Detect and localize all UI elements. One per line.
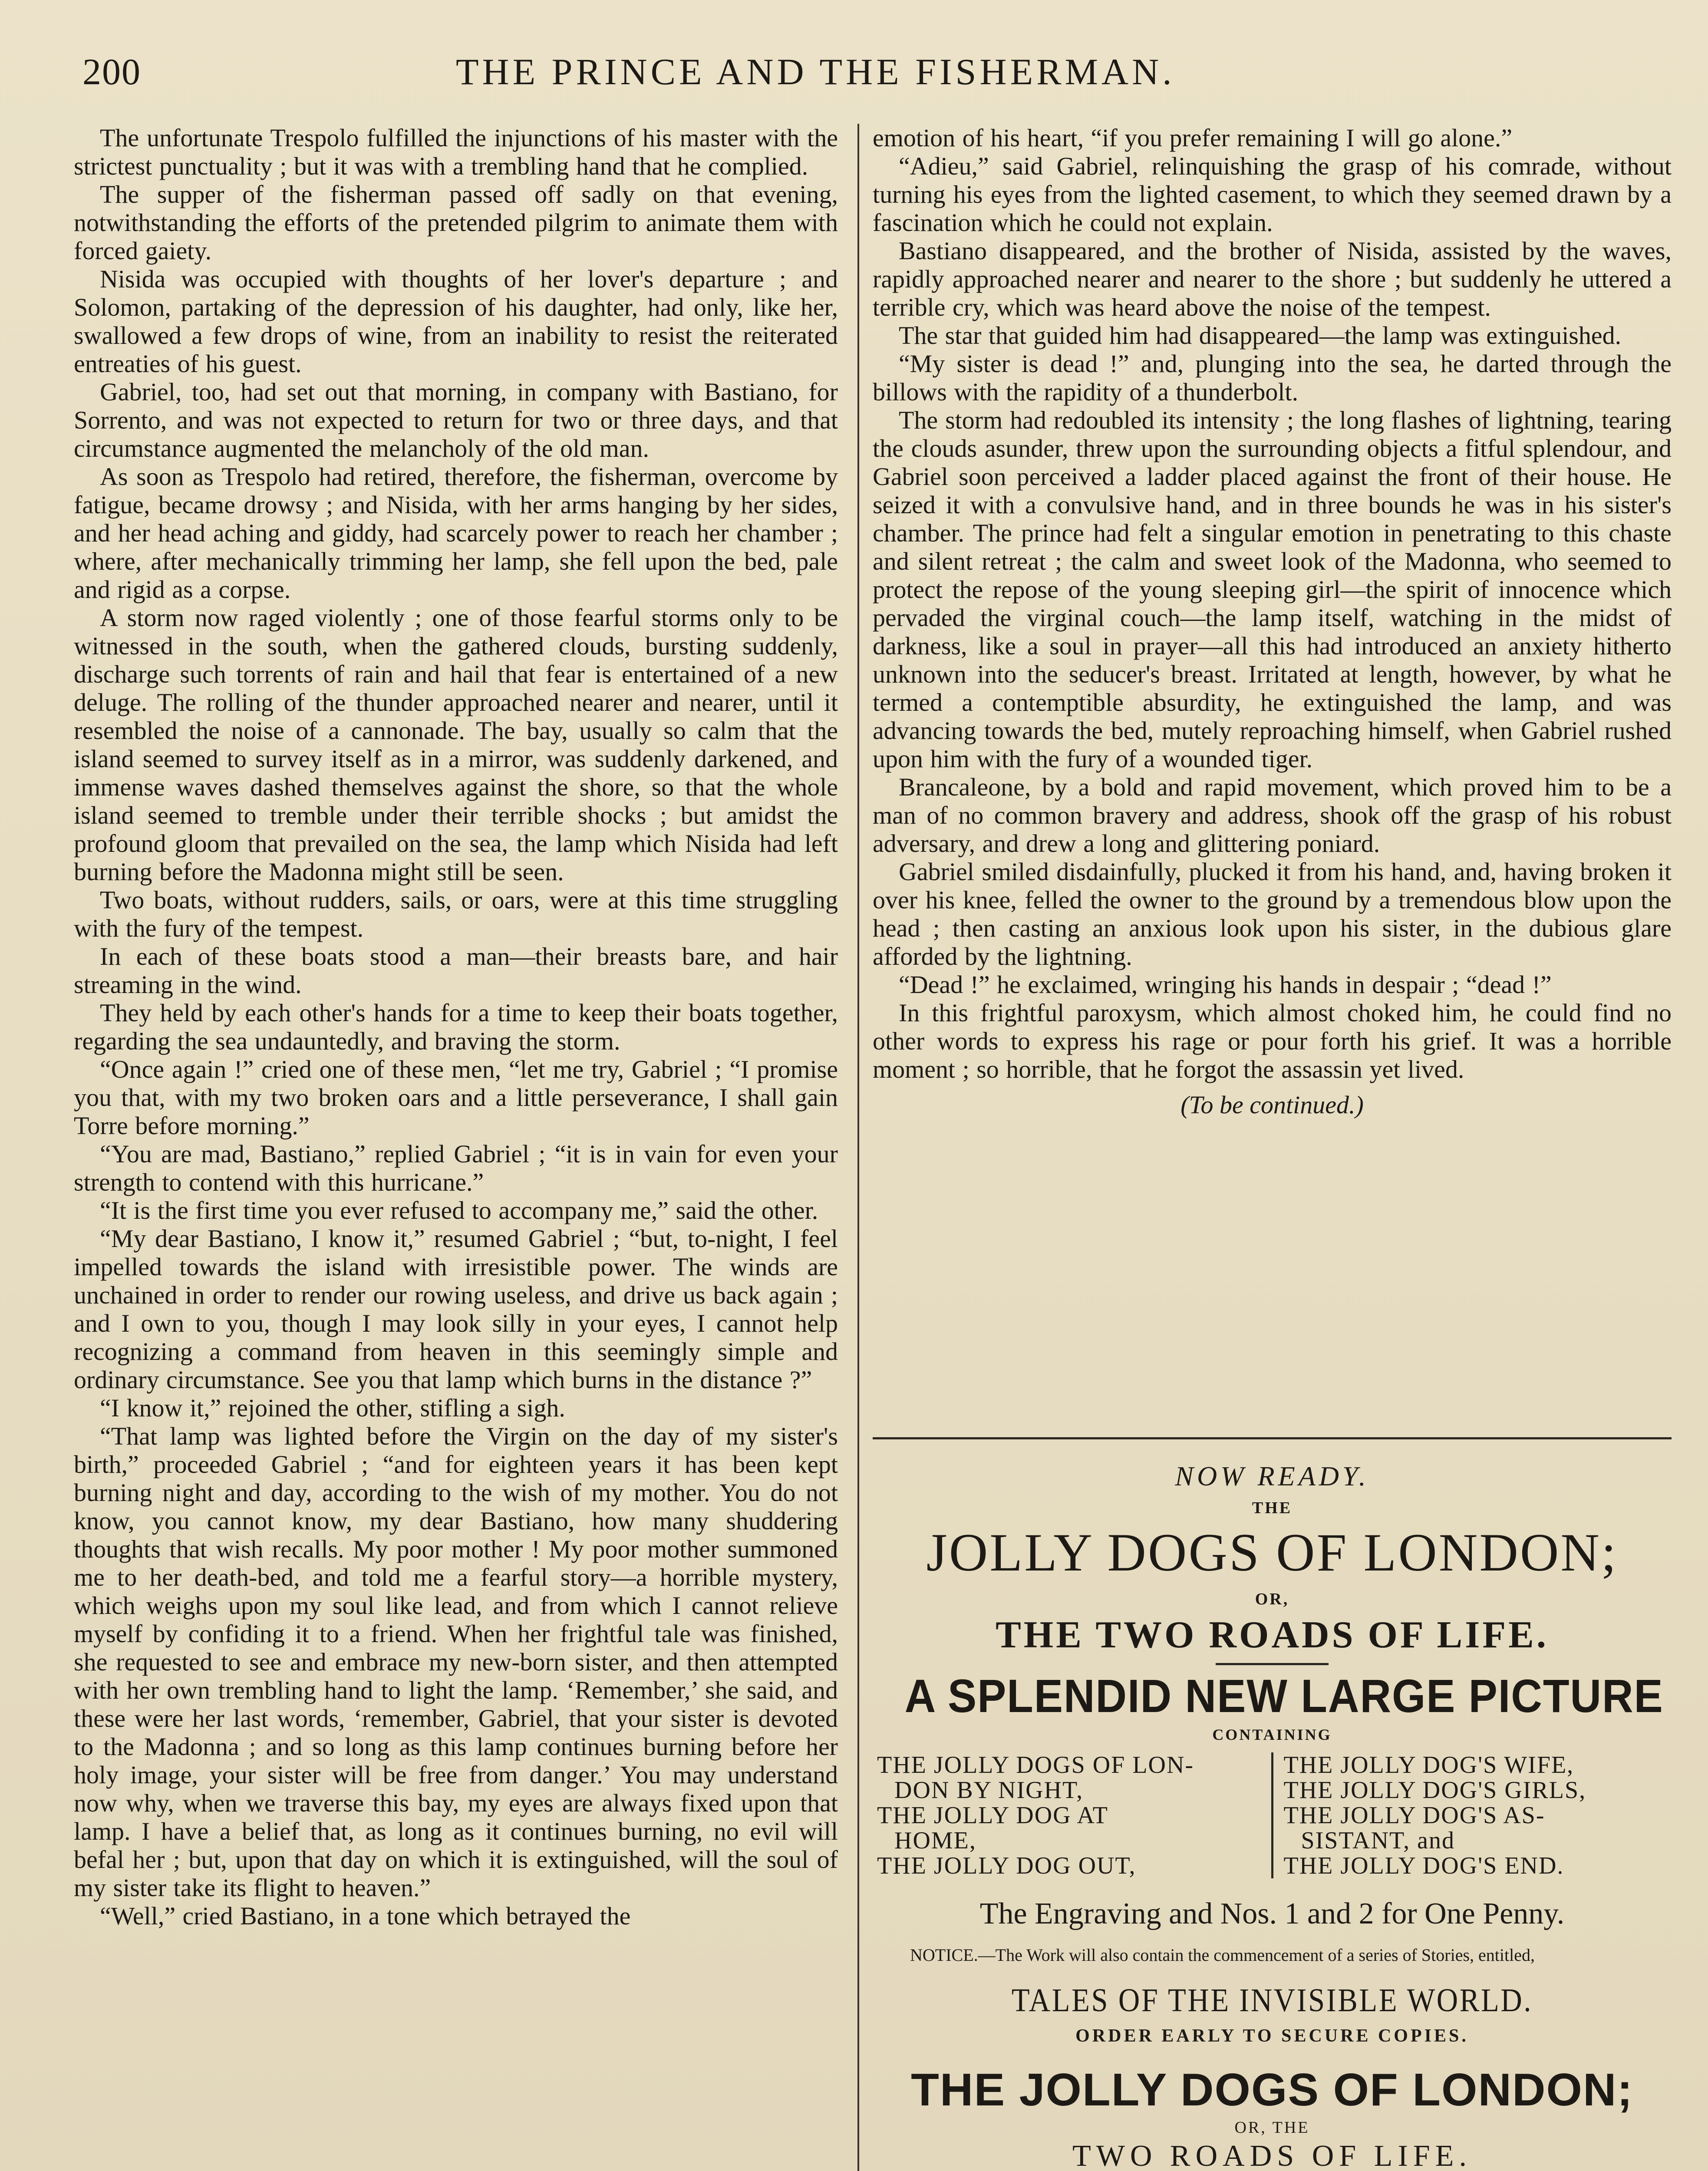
ad-contents-left xyxy=(877,1752,1273,1878)
ad-notice: NOTICE.—The Work will also contain the commencement of a series of Stories, entitled, xyxy=(910,1945,1535,1965)
ad-subtitle-repeat: TWO ROADS OF LIFE. xyxy=(1072,2139,1472,2171)
paragraph: “Once again !” cried one of these men, “let me try, Gabriel ; “I promise you that, with my two broken oars and a little perseverance, I shall gain Torre before morning.” xyxy=(74,1055,838,1140)
ad-title-repeat: THE JOLLY DOGS OF LONDON; xyxy=(911,2064,1633,2115)
paragraph: Brancaleone, by a bold and rapid movement, which proved him to be a man of no common bravery and address, shook off the grasp of his robust adversary, and drew a long and glittering poniard. xyxy=(873,773,1672,858)
right-column xyxy=(873,124,1672,1426)
paragraph: The unfortunate Trespolo fulfilled the injunctions of his master with the strictest punctuality ; but it was with a trembling hand that he complied. xyxy=(74,124,838,180)
ad-price-line: The Engraving and Nos. 1 and 2 for One Penny. xyxy=(979,1897,1565,1930)
ad-content-item: THE JOLLY DOGS OF LON- xyxy=(877,1752,1194,1778)
ad-rule xyxy=(1216,1663,1329,1665)
ad-or: OR, xyxy=(1255,1590,1289,1608)
ad-tales-title: TALES OF THE INVISIBLE WORLD. xyxy=(1011,1982,1533,2019)
advertisement xyxy=(873,1437,1672,2171)
ad-the: THE xyxy=(1252,1499,1293,1517)
ad-content-item: DON BY NIGHT, xyxy=(894,1777,1084,1804)
paragraph: The star that guided him had disappeared—the lamp was extinguished. xyxy=(899,321,1622,350)
page-number: 200 xyxy=(82,51,141,92)
ad-content-item: THE JOLLY DOG'S END. xyxy=(1283,1852,1564,1879)
paragraph: As soon as Trespolo had retired, therefore, the fisherman, overcome by fatigue, became drowsy ; and Nisida, with her arms hanging by her sides, and her head aching and giddy, had scarcely power to reach her chamber ; where, after mechanically trimming her lamp, she fell upon the bed, pale and rigid as a corpse. xyxy=(74,462,838,604)
ad-containing: CONTAINING xyxy=(1212,1726,1332,1743)
ad-order-line: ORDER EARLY TO SECURE COPIES. xyxy=(1075,2026,1469,2046)
paragraph: “Adieu,” said Gabriel, relinquishing the grasp of his comrade, without turning his eyes from the lighted casement, to which they seemed drawn by a fascination which he could not explain. xyxy=(873,152,1672,237)
paragraph: The storm had redoubled its intensity ; the long flashes of lightning, tearing the clouds asunder, threw upon the surrounding objects a fitful splendour, and Gabriel soon perceived a ladder placed against the front of their house. He seized it with a convulsive hand, and in three bounds he was in his sister's chamber. The prince had felt a singular emotion in penetrating to this chaste and silent retreat ; the calm and sweet look of the Madonna, who seemed to protect the repose of the young sleeping girl—the spirit of innocence which pervaded the virginal couch—the lamp itself, watching in the midst of darkness, like a soul in prayer—all this had introduced an anxiety hitherto unknown into the seducer's breast. Irritated at length, however, by what he termed a contemptible absurdity, he extinguished the lamp, and was advancing towards the bed, mutely reproaching himself, when Gabriel rushed upon him with the fury of a wounded tiger. xyxy=(873,406,1672,773)
ad-contents-list xyxy=(877,1752,1667,1878)
paragraph: Nisida was occupied with thoughts of her lover's departure ; and Solomon, partaking of the depression of his daughter, had only, like her, swallowed a few drops of wine, from an inability to resist the reiterated entreaties of his guest. xyxy=(74,265,838,378)
ad-title: JOLLY DOGS OF LONDON; xyxy=(926,1523,1618,1582)
paragraph: “My dear Bastiano, I know it,” resumed Gabriel ; “but, to-night, I feel impelled towards the island with irresistible power. The winds are unchained in order to render our rowing useless, and drive us back again ; and I own to you, though I may look silly in your eyes, I cannot help recognizing a command from heaven in this seemingly simple and ordinary circumstance. See you that lamp which burns in the distance ?” xyxy=(74,1224,838,1394)
paragraph: In this frightful paroxysm, which almost choked him, he could find no other words to express his rage or pour forth his grief. It was a horrible moment ; so horrible, that he forgot the assassin yet lived. xyxy=(873,999,1672,1083)
paragraph: “Well,” cried Bastiano, in a tone which betrayed the xyxy=(100,1902,631,1930)
column-divider xyxy=(857,124,859,2171)
paragraph: They held by each other's hands for a time to keep their boats together, regarding the sea undauntedly, and braving the storm. xyxy=(74,999,838,1055)
page-header xyxy=(82,41,1689,98)
ad-content-item: SISTANT, and xyxy=(1301,1827,1455,1854)
paragraph: Gabriel smiled disdainfully, plucked it from his hand, and, having broken it over his knee, felled the owner to the ground by a tremendous blow upon the head ; then casting an anxious look upon his sister, in the dubious glare afforded by the lightning. xyxy=(873,858,1672,970)
ad-or-the: OR, THE xyxy=(1234,2118,1310,2137)
left-column xyxy=(74,124,838,2171)
ad-content-item: THE JOLLY DOG'S AS- xyxy=(1283,1802,1545,1829)
paragraph: A storm now raged violently ; one of those fearful storms only to be witnessed in the south, when the gathered clouds, bursting suddenly, discharge such torrents of rain and hail that fear is entertained of a new deluge. The rolling of the thunder approached nearer and nearer, until it resembled the noise of a cannonade. The bay, usually so calm that the island seemed to survey itself as in a mirror, was suddenly darkened, and immense waves dashed themselves against the shore, so that the whole island seemed to tremble under their terrible shocks ; but amidst the profound gloom that prevailed on the sea, the lamp which Nisida had left burning before the Madonna might still be seen. xyxy=(74,604,838,886)
paragraph: “My sister is dead !” and, plunging into the sea, he darted through the billows with the rapidity of a thunderbolt. xyxy=(873,350,1672,406)
running-title: THE PRINCE AND THE FISHERMAN. xyxy=(456,51,1175,92)
ad-subtitle: THE TWO ROADS OF LIFE. xyxy=(996,1614,1549,1656)
paragraph: The supper of the fisherman passed off sadly on that evening, notwithstanding the efforts of the pretended pilgrim to animate them with forced gaiety. xyxy=(74,180,838,265)
ad-content-item: THE JOLLY DOG OUT, xyxy=(877,1852,1136,1879)
to-be-continued: (To be continued.) xyxy=(1180,1091,1364,1119)
ad-content-item: HOME, xyxy=(894,1827,976,1854)
ad-content-item: THE JOLLY DOG AT xyxy=(877,1802,1108,1829)
paragraph: In each of these boats stood a man—their breasts bare, and hair streaming in the wind. xyxy=(74,942,838,999)
paragraph: “It is the first time you ever refused to accompany me,” said the other. xyxy=(100,1196,818,1224)
ad-now-ready: NOW READY. xyxy=(1175,1461,1369,1491)
paragraph: “You are mad, Bastiano,” replied Gabriel ; “it is in vain for even your strength to contend with this hurricane.” xyxy=(74,1140,838,1196)
paragraph: emotion of his heart, “if you prefer remaining I will go alone.” xyxy=(873,124,1513,152)
ad-contents-right xyxy=(1273,1752,1668,1878)
paragraph: Two boats, without rudders, sails, or oars, were at this time struggling with the fury of the tempest. xyxy=(74,886,838,942)
ad-content-item: THE JOLLY DOG'S WIFE, xyxy=(1283,1752,1574,1778)
paragraph: “Dead !” he exclaimed, wringing his hands in despair ; “dead !” xyxy=(899,970,1552,999)
paragraph: “I know it,” rejoined the other, stifling a sigh. xyxy=(100,1394,565,1422)
paragraph: Bastiano disappeared, and the brother of Nisida, assisted by the waves, rapidly approached nearer and nearer to the shore ; but suddenly he uttered a terrible cry, which was heard above the noise of the tempest. xyxy=(873,237,1672,321)
ad-splendid-picture: A SPLENDID NEW LARGE PICTURE xyxy=(904,1669,1664,1722)
paragraph: Gabriel, too, had set out that morning, in company with Bastiano, for Sorrento, and was not expected to return for two or three days, and that circumstance augmented the melancholy of the old man. xyxy=(74,378,838,462)
ad-content-item: THE JOLLY DOG'S GIRLS, xyxy=(1283,1777,1586,1804)
paragraph: “That lamp was lighted before the Virgin on the day of my sister's birth,” proceeded Gabriel ; “and for eighteen years it has been kept burning night and day, according to the wish of my mother. You do not know, you cannot know, my dear Bastiano, how many shuddering thoughts that wish recalls. My poor mother ! My poor mother summoned me to her death-bed, and told me a fearful story—a horrible mystery, which weighs upon my soul like lead, and from which I cannot relieve myself by confiding it to a friend. When her frightful tale was finished, she requested to see and embrace my new-born sister, and then attempted with her own trembling hand to light the lamp. ‘Remember,’ she said, and these were her last words, ‘remember, Gabriel, that your sister is devoted to the Madonna ; and so long as this lamp continues burning before her holy image, your sister will be free from danger.’ You may understand now why, when we traverse this bay, my eyes are always fixed upon that lamp. I have a belief that, as long as it continues burning, no evil will befal her ; but, upon that day on which it is extinguished, will the soul of my sister take its flight to heaven.” xyxy=(74,1422,838,1902)
